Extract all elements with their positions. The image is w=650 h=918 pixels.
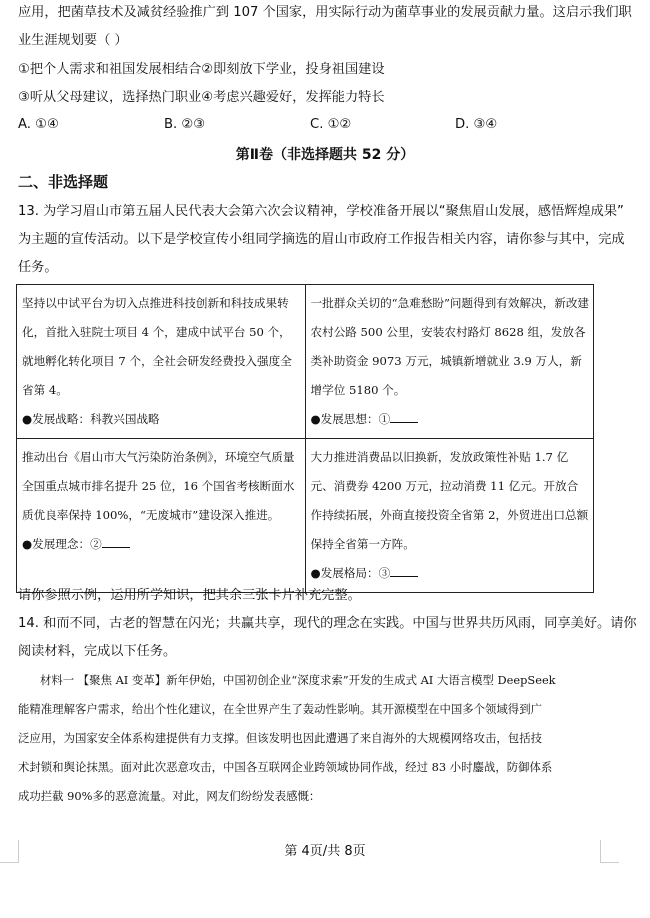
section-title: 第Ⅱ卷（非选择题共 52 分） bbox=[235, 147, 415, 163]
page-footer: 第 4页/共 8页 bbox=[284, 844, 366, 859]
card-3-text: 推动出台《眉山市大气污染防治条例》，环境空气质量全国重点城市排名提升 25 位，16 个国省考核断面水质优良率保持 100%，“无废城市”建设深入推进。 bbox=[22, 450, 295, 522]
card-2-tag bbox=[311, 405, 590, 434]
card-3-tag bbox=[22, 530, 301, 559]
option-b: B. ②③ bbox=[164, 117, 206, 132]
answer-blank-1[interactable] bbox=[390, 410, 418, 423]
answer-blank-2[interactable] bbox=[102, 535, 130, 548]
part-title: 二、非选择题 bbox=[18, 173, 109, 191]
q14-line-2: 阅读材料，完成以下任务。 bbox=[18, 644, 177, 659]
q13-line-3: 任务。 bbox=[18, 260, 58, 275]
card-4-text: 大力推进消费品以旧换新，发放政策性补贴 1.7 亿元、消费券 4200 万元，拉动消费 11 亿元。开放合作持续拓展，外商直接投资全省第 2，外贸进出口总额保持全省第一方阵。 bbox=[310, 450, 589, 551]
card-2-tag-label: ●发展思想：① bbox=[310, 412, 391, 426]
q13-instruction: 请你参照示例，运用所学知识，把其余三张卡片补充完整。 bbox=[18, 588, 361, 603]
q13-line-2: 为主题的宣传活动。以下是学校宣传小组同学摘选的眉山市政府工作报告相关内容，请你参与其中，完成 bbox=[18, 232, 625, 247]
material-line-4: 术封锁和舆论抹黑。面对此次恶意攻击，中国各互联网企业跨领域协同作战，经过 83 小时鏖战，防御体系 bbox=[18, 760, 553, 774]
material-line-1: 材料一 【聚焦 AI 变革】新年伊始，中国初创企业“深度求索”开发的生成式 AI 大语言模型 DeepSeek bbox=[40, 673, 556, 687]
q12-options bbox=[18, 117, 630, 135]
card-2 bbox=[305, 285, 594, 439]
card-3 bbox=[17, 439, 306, 593]
option-d: D. ③④ bbox=[455, 117, 498, 132]
answer-blank-3[interactable] bbox=[390, 564, 418, 577]
card-3-tag-label: ●发展理念：② bbox=[22, 537, 102, 551]
material-line-2: 能精准理解客户需求，给出个性化建议，在全世界产生了轰动性影响。其开源模型在中国多个领域得到广 bbox=[18, 702, 542, 716]
option-c: C. ①② bbox=[310, 117, 352, 132]
option-a: A. ①④ bbox=[18, 117, 59, 132]
card-1 bbox=[17, 285, 306, 439]
q12-stem-line-2: 业生涯规划要（ ） bbox=[18, 33, 128, 48]
card-2-text: 一批群众关切的“急难愁盼”问题得到有效解决，新改建农村公路 500 公里，安装农村路灯 8628 组，发放各类补助资金 9073 万元，城镇新增就业 3.9 万人，新增学位 5180 个。 bbox=[310, 296, 590, 397]
card-4 bbox=[305, 439, 594, 593]
q12-statements-line-2: ③听从父母建议，选择热门职业④考虑兴趣爱好，发挥能力特长 bbox=[18, 90, 385, 105]
material-line-5: 成功拦截 90%多的恶意流量。对此，网友们纷纷发表感慨： bbox=[18, 789, 321, 803]
card-1-text: 坚持以中试平台为切入点推进科技创新和科技成果转化，首批入驻院士项目 4 个，建成中试平台 50 个，就地孵化转化项目 7 个，全社会研发经费投入强度全省第 4。 bbox=[22, 296, 292, 397]
q12-statements-line-1: ①把个人需求和祖国发展相结合②即刻放下学业，投身祖国建设 bbox=[18, 62, 385, 77]
card-4-tag-label: ●发展格局：③ bbox=[310, 566, 391, 580]
q12-stem-line-1: 应用，把菌草技术及减贫经验推广到 107 个国家，用实际行动为菌草事业的发展贡献力量。这启示我们职 bbox=[18, 5, 632, 20]
q13-line-1: 13. 为学习眉山市第五届人民代表大会第六次会议精神，学校准备开展以“聚焦眉山发展，感悟辉煌成果” bbox=[18, 204, 624, 219]
q14-line-1: 14. 和而不同，古老的智慧在闪光；共赢共享，现代的理念在实践。中国与世界共历风雨，同享美好。请你 bbox=[18, 616, 637, 631]
info-cards-table bbox=[16, 284, 594, 593]
card-1-tag: ●发展战略：科教兴国战略 bbox=[22, 412, 160, 426]
card-4-tag bbox=[311, 559, 590, 588]
material-line-3: 泛应用，为国家安全体系构建提供有力支撑。但该发明也因此遭遇了来自海外的大规模网络攻击，包括技 bbox=[18, 731, 542, 745]
